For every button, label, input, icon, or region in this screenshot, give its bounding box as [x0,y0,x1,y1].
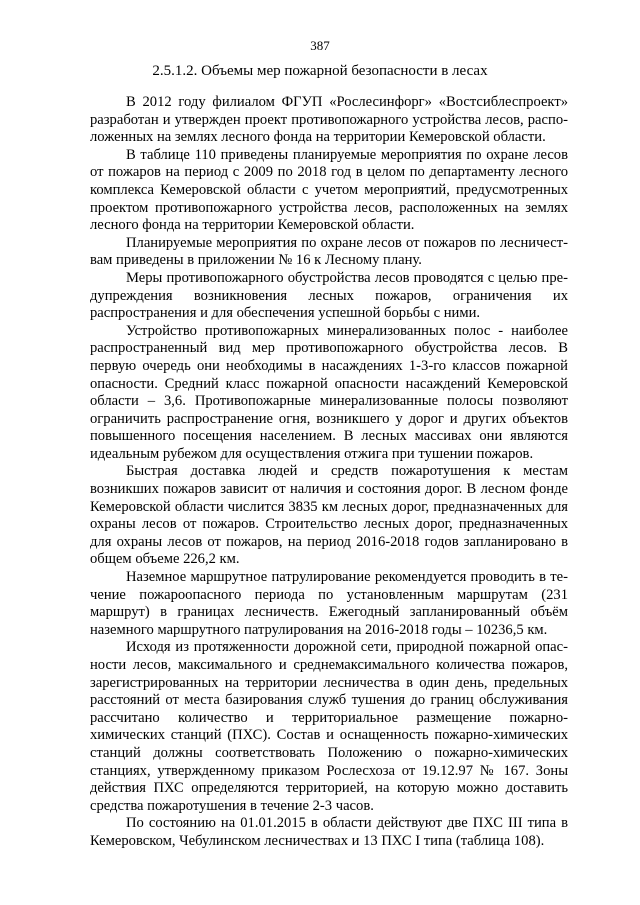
document-body [90,94,568,851]
paragraph-4: Меры противопожарного обустройства лесов проводятся с целью предупреждения возникновения лесных пожаров, ограничения их распространения и для обеспечения успешной борьбы с ними. [90,269,568,322]
paragraph-1: В 2012 году филиалом ФГУП «Рослесинфорг» «Востсиблеспроект» разработан и утвержден проект противопожарного устройства лесов, расположенных на землях лесного фонда на территории Кемеровской области. [90,94,568,146]
paragraph-6: Быстрая доставка людей и средств пожаротушения к местам возникших пожаров зависит от наличия и состояния дорог. В лесном фонде Кемеровской области числится 3835 км лесных дорог, предназначенных для охраны лесов от пожаров. Строительство лесных дорог, предназначенных для охраны лесов от пожаров, на период 2016-2018 годов запланировано в общем объеме 226,2 км. [90,463,568,568]
paragraph-9: По состоянию на 01.01.2015 в области действуют две ПХС III типа в Кемеровском, Чебулинском лесничествах и 13 ПХС I типа (таблица 108). [90,815,568,849]
page-number: 387 [310,38,330,53]
paragraph-8: Исходя из протяженности дорожной сети, природной пожарной опасности лесов, максимального и среднемаксимального количества пожаров, зарегистрированных на территории лесничества в один день, предельных расстояний от места базирования служб тушения до границ обслуживания рассчитано количество и территориальное размещение пожарно-химических станций (ПХС). Состав и оснащенность пожарно-химических станций должны соответствовать Положению о пожарно-химических станциях, утвержденному приказом Рослесхоза от 19.12.97 № 167. Зоны действия ПХС определяются территорией, на которую можно доставить средства пожаротушения в течение 2-3 часов. [90,639,568,814]
paragraph-2: В таблице 110 приведены планируемые мероприятия по охране лесов от пожаров на период с 2009 по 2018 год в целом по департаменту лесного комплекса Кемеровской области с учетом мероприятий, предусмотренных проектом противопожарного устройства лесов, расположенных на землях лесного фонда на территории Кемеровской области. [90,146,568,234]
section-title: 2.5.1.2. Объемы мер пожарной безопасности в лесах [152,63,488,79]
paragraph-5: Устройство противопожарных минерализованных полос - наиболее распространенный вид мер противопожарного обустройства лесов. В первую очередь они необходимы в насаждениях 1-3-го классов пожарной опасности. Средний класс пожарной опасности насаждений Кемеровской области – 3,6. Противопожарные минерализованные полосы позволяют ограничить распространение огня, возникшего у дорог и других объектов повышенного посещения населением. В лесных массивах они являются идеальным рубежом для осуществления отжига при тушении пожаров. [90,322,568,462]
paragraph-3: Планируемые мероприятия по охране лесов от пожаров по лесничествам приведены в приложении № 16 к Лесному плану. [90,234,568,269]
paragraph-7: Наземное маршрутное патрулирование рекомендуется проводить в течение пожароопасного периода по установленным маршрутам (231 маршрут) в границах лесничеств. Ежегодный запланированный объём наземного маршрутного патрулирования на 2016-2018 годы – 10236,5 км. [90,569,568,638]
